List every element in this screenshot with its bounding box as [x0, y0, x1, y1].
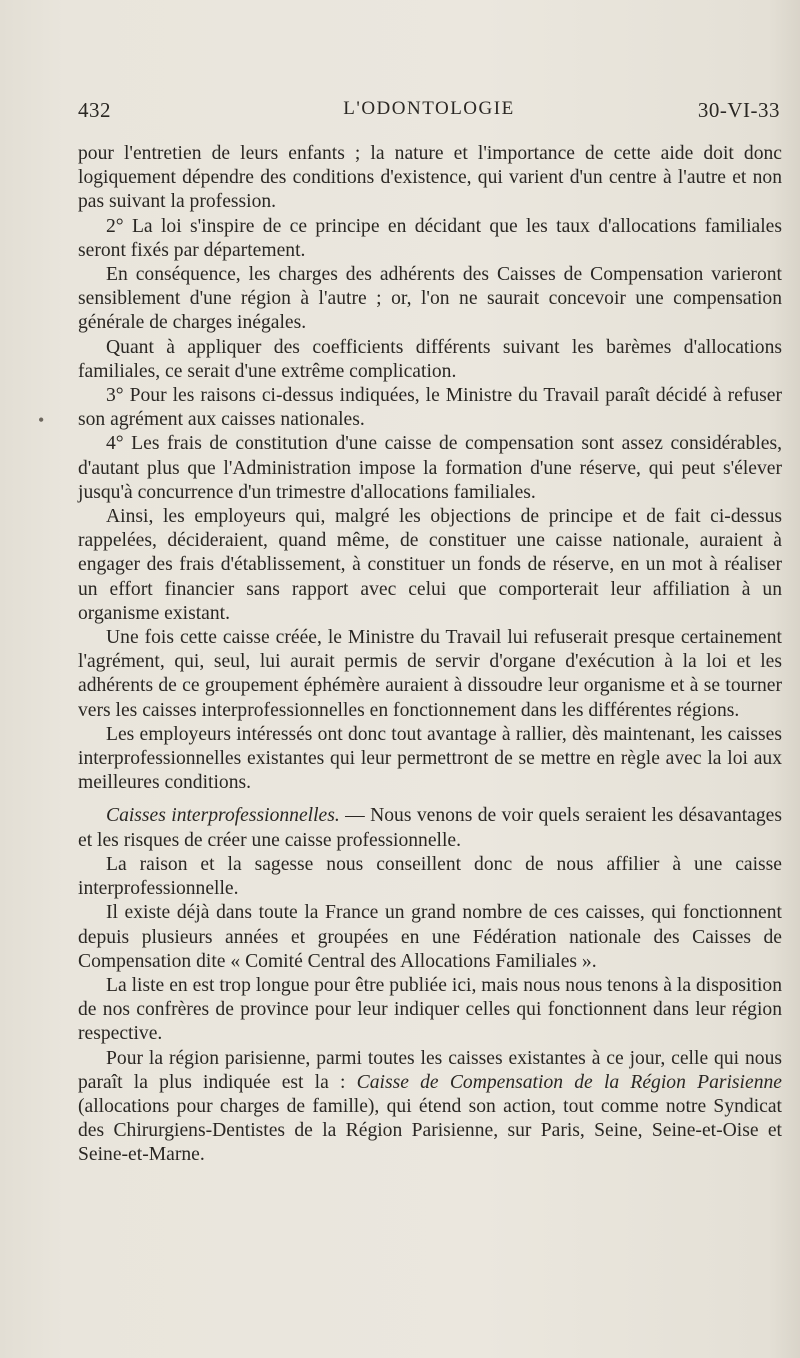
paragraph: Ainsi, les employeurs qui, malgré les objections de principe et de fait ci-dessus rappelées, décideraient, quand même, de constituer une caisse nationale, auraient à engager des frais d'établissement, à constituer un fonds de réserve, en un mot à réaliser un effort financier sans rapport avec celui que comporterait leur affiliation à un organisme existant.: [78, 506, 782, 624]
section-paragraph: [78, 804, 782, 852]
caisse-name: Caisse de Compensation de la Région Parisienne: [356, 1071, 782, 1093]
body-text: [78, 142, 782, 1168]
issue-date: 30-VI-33: [697, 98, 780, 122]
paragraph: La liste en est trop longue pour être publiée ici, mais nous nous tenons à la disposition de nos confrères de province pour leur indiquer celles qui fonctionnent dans leur région respective.: [78, 974, 782, 1045]
paragraph: La raison et la sagesse nous conseillent donc de nous affilier à une caisse interprofessionnelle.: [78, 853, 782, 900]
section-heading: Caisses interprofessionnelles.: [106, 805, 340, 827]
section-text: — Nous venons de voir quels seraient les désavantages et les risques de créer une caisse professionnelle.: [78, 805, 782, 851]
last-before: Pour la région parisienne, parmi toutes les caisses existantes à ce jour, celle qui nous paraît la plus indiquée est la :: [78, 1047, 782, 1093]
paragraph: 3° Pour les raisons ci-dessus indiquées, le Ministre du Travail paraît décidé à refuser son agrément aux caisses nationales.: [78, 385, 782, 431]
paragraph: pour l'entretien de leurs enfants ; la nature et l'importance de cette aide doit donc logiquement dépendre des conditions d'existence, qui varient d'un centre à l'autre et non pas suivant la profession.: [78, 143, 782, 213]
paragraph: En conséquence, les charges des adhérents des Caisses de Compensation varieront sensiblement d'une région à l'autre ; or, l'on ne saurait concevoir une compensation générale de charges inégales.: [78, 264, 782, 334]
paragraph-last: [78, 1047, 782, 1168]
journal-title: L'ODONTOLOGIE: [343, 98, 515, 119]
paragraph: 2° La loi s'inspire de ce principe en décidant que les taux d'allocations familiales seront fixés par département.: [78, 215, 782, 261]
page-number: 432: [78, 98, 111, 122]
paragraph: 4° Les frais de constitution d'une caisse de compensation sont assez considérables, d'autant plus que l'Administration impose la formation d'une réserve, qui peut s'élever jusqu'à concurrence d'un trimestre d'allocations familiales.: [78, 433, 782, 503]
running-header: [78, 98, 780, 128]
paragraph: Il existe déjà dans toute la France un grand nombre de ces caisses, qui fonctionnent depuis plusieurs années et groupées en une Fédération nationale des Caisses de Compensation dite « Comité Central des Allocations Familiales ».: [78, 902, 782, 972]
paragraph: Les employeurs intéressés ont donc tout avantage à rallier, dès maintenant, les caisses interprofessionnelles existantes qui leur permettront de se mettre en règle avec la loi aux meilleures conditions.: [78, 723, 782, 794]
paragraph: Quant à appliquer des coefficients différents suivant les barèmes d'allocations familiales, ce serait d'une extrême complication.: [78, 336, 782, 382]
margin-mark: •: [38, 410, 45, 430]
last-after: (allocations pour charges de famille), qui étend son action, tout comme notre Syndicat des Chirurgiens-Dentistes de la Région Parisienne, sur Paris, Seine, Seine-et-Oise et Seine-et-Marne.: [78, 1095, 782, 1166]
paragraph: Une fois cette caisse créée, le Ministre du Travail lui refuserait presque certainement l'agrément, qui, seul, lui aurait permis de servir d'organe d'exécution à la loi et les adhérents de ce groupement éphémère auraient à dissoudre leur organisme et à se tourner vers les caisses interprofessionnelles en fonctionnement dans les différentes régions.: [78, 627, 782, 721]
